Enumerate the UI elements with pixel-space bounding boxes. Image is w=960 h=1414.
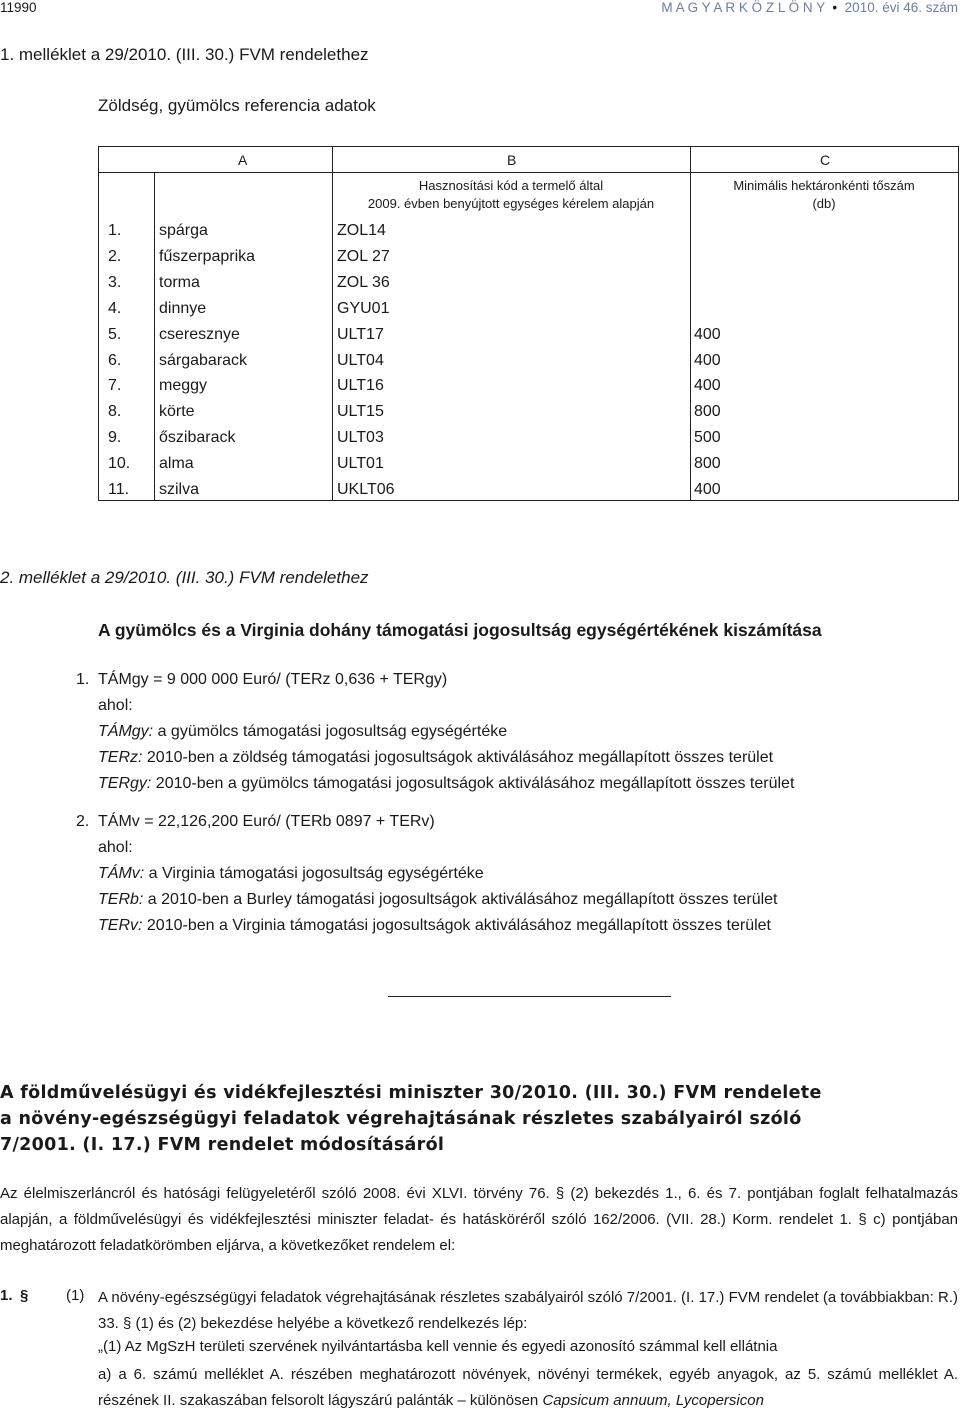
section-number: 1. <box>0 1287 13 1304</box>
publication-header <box>661 0 958 15</box>
formula2-def-1: TÁMv: a Virginia támogatási jogosultság egységértéke <box>98 865 484 882</box>
decree-title-line-3: 7/2001. (I. 17.) FVM rendelet módosításáról <box>0 1135 445 1155</box>
row-value: 400 <box>694 351 721 369</box>
row-number: 11. <box>108 481 130 498</box>
section-divider <box>388 996 671 997</box>
row-number: 4. <box>108 299 122 317</box>
bullet-icon: • <box>828 0 841 15</box>
row-code: ULT01 <box>337 455 384 473</box>
row-code: GYU01 <box>337 299 390 317</box>
formula1-where: ahol: <box>98 697 133 714</box>
row-name: spárga <box>159 222 208 239</box>
row-name: sárgabarack <box>159 351 248 369</box>
annex1-title: Zöldség, gyümölcs referencia adatok <box>98 96 376 115</box>
row-number: 2. <box>108 247 122 265</box>
formula1-def-1: TÁMgy: a gyümölcs támogatási jogosultság egységértéke <box>98 723 508 740</box>
row-name: torma <box>159 273 200 291</box>
annex2-label: 2. melléklet a 29/2010. (III. 30.) FVM rendelethez <box>0 568 369 587</box>
row-code: ULT15 <box>337 403 384 421</box>
row-number: 1. <box>108 222 122 239</box>
col-b-header: Hasznosítási kód a termelő által 2009. évben benyújtott egységes kérelem alapján <box>367 178 655 211</box>
formula2-def-2: TERb: a 2010-ben a Burley támogatási jogosultságok aktiválásához megállapított összes terület <box>98 891 778 908</box>
formula2-where: ahol: <box>98 839 133 856</box>
row-value: 800 <box>694 455 721 473</box>
row-code: ZOL 27 <box>337 247 390 265</box>
row-code: ULT17 <box>337 325 384 343</box>
row-code: ULT04 <box>337 351 384 369</box>
decree-preamble: Az élelmiszerláncról és hatósági felügyeletéről szóló 2008. évi XLVI. törvény 76. § (2) bekezdés 1., 6. és 7. pontjában foglalt felhatalmazás alapján, a földművelésügyi és vidékfejlesztési miniszter feladat- és hatásköréről szóló 162/2006. (VII. 28.) Korm. rendelet 1. § c) pontjában meghatározott feladatkörömben eljárva, a következőket rendelem el: <box>0 1185 958 1254</box>
row-value: 500 <box>694 429 721 447</box>
formula2-equation: TÁMv = 22,126,200 Euró/ (TERb 0897 + TERv) <box>98 813 435 830</box>
row-code: ULT16 <box>337 377 384 395</box>
quote-point-a: a) a 6. számú melléklet A. részében meghatározott növények, növényi termékek, egyéb anyagok, az 5. számú melléklet A. részének II. szakaszában felsorolt lágyszárú palánták – különösen Capsicum annuum, Lycopersicon <box>98 1366 958 1409</box>
annex2-title: A gyümölcs és a Virginia dohány támogatási jogosultság egységértékének kiszámítása <box>98 620 822 640</box>
col-a-letter: A <box>238 152 248 168</box>
decree-title-line-1: A földművelésügyi és vidékfejlesztési miniszter 30/2010. (III. 30.) FVM rendelete <box>0 1083 822 1103</box>
quote-line-1: „(1) Az MgSzH területi szervének nyilvántartásba kell vennie és egyedi azonosító számmal kell ellátnia <box>98 1338 778 1355</box>
row-name: dinnye <box>159 299 207 317</box>
paragraph-text: A növény-egészségügyi feladatok végrehajtásának részletes szabályairól szóló 7/2001. (I. 17.) FVM rendelet (a továbbiakban: R.) 33. § (1) és (2) bekezdése helyébe a következő rendelkezés lép: <box>98 1289 958 1332</box>
section-symbol: § <box>20 1287 29 1304</box>
col-c-letter: C <box>820 152 831 168</box>
col-b-letter: B <box>507 152 517 168</box>
row-number: 8. <box>108 403 122 421</box>
formula1-equation: TÁMgy = 9 000 000 Euró/ (TERz 0,636 + TERgy) <box>98 671 448 688</box>
row-name: szilva <box>159 481 200 498</box>
row-name: meggy <box>159 377 208 395</box>
row-code: ZOL14 <box>337 222 386 239</box>
decree-title-line-2: a növény-egészségügyi feladatok végrehajtásának részletes szabályairól szóló <box>0 1109 802 1129</box>
row-value: 400 <box>694 481 721 498</box>
row-value: 400 <box>694 325 721 343</box>
row-number: 10. <box>108 455 131 473</box>
paragraph-number: (1) <box>66 1287 85 1304</box>
row-number: 6. <box>108 351 122 369</box>
formula1-def-2: TERz: 2010-ben a zöldség támogatási jogosultságok aktiválásához megállapított összes terület <box>98 749 774 766</box>
row-value: 800 <box>694 403 721 421</box>
formula1-def-3: TERgy: 2010-ben a gyümölcs támogatási jogosultságok aktiválásához megállapított összes terület <box>98 775 795 792</box>
col-c-header: Minimális hektáronkénti tőszám (db) <box>733 178 915 211</box>
row-name: körte <box>159 403 195 421</box>
row-number: 5. <box>108 325 122 343</box>
row-code: ZOL 36 <box>337 273 390 291</box>
row-number: 9. <box>108 429 122 447</box>
row-name: alma <box>159 455 194 473</box>
publication-name: M A G Y A R K Ö Z L Ö N Y <box>661 0 825 15</box>
formula2-def-3: TERv: 2010-ben a Virginia támogatási jogosultságok aktiválásához megállapított összes terület <box>98 917 771 934</box>
row-value: 400 <box>694 377 721 395</box>
annex1-label: 1. melléklet a 29/2010. (III. 30.) FVM rendelethez <box>0 45 369 64</box>
row-code: ULT03 <box>337 429 384 447</box>
page-number: 11990 <box>0 0 37 15</box>
formula1-number: 1. <box>76 671 90 688</box>
issue-info: 2010. évi 46. szám <box>844 0 958 15</box>
row-name: cseresznye <box>159 325 240 343</box>
row-name: őszibarack <box>159 429 236 447</box>
row-name: fűszerpaprika <box>159 247 256 265</box>
formula2-number: 2. <box>76 813 90 830</box>
row-code: UKLT06 <box>337 481 395 498</box>
row-number: 3. <box>108 273 122 291</box>
row-number: 7. <box>108 377 122 395</box>
